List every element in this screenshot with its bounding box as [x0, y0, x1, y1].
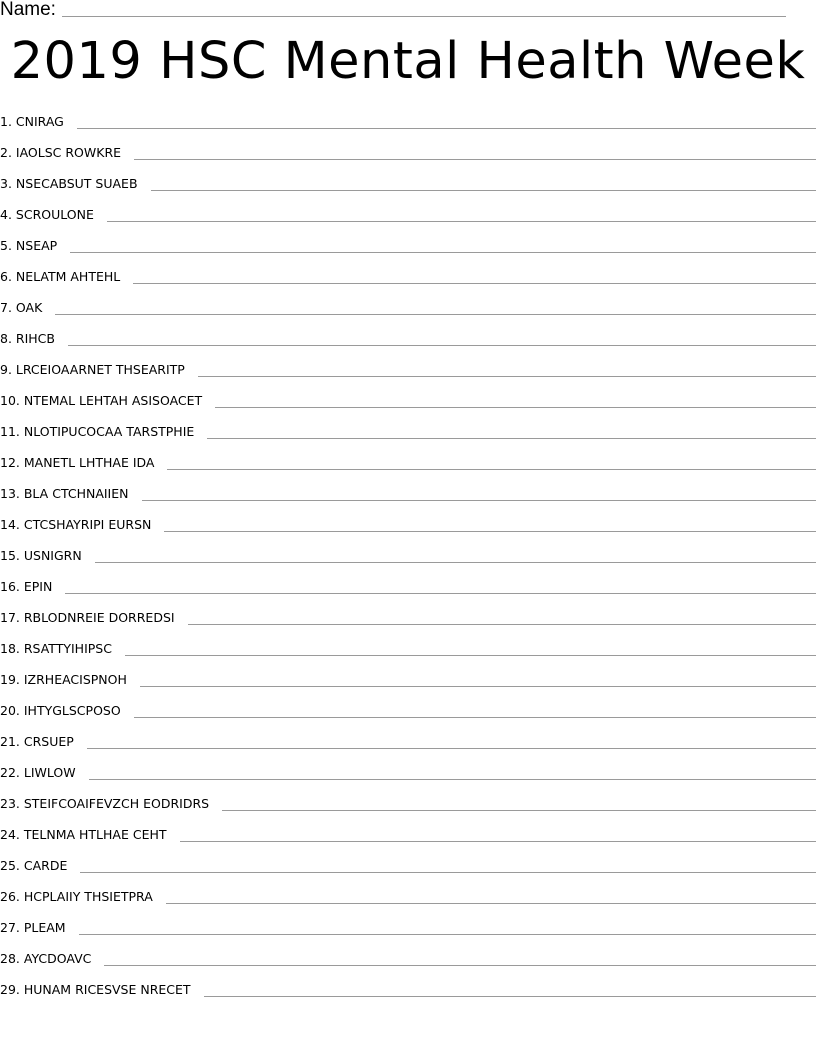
answer-line[interactable] [134, 159, 816, 160]
item-number: 24 . [0, 827, 24, 842]
item-number: 12 . [0, 455, 24, 470]
item-number: 7 . [0, 300, 16, 315]
list-item [0, 918, 816, 949]
list-item [0, 453, 816, 484]
answer-line[interactable] [65, 593, 816, 594]
item-label [0, 329, 55, 348]
item-number: 22 . [0, 765, 24, 780]
scrambled-word: LIWLOW [23, 765, 76, 780]
item-number: 5 . [0, 238, 16, 253]
item-label [0, 732, 74, 751]
item-label [0, 298, 42, 317]
scrambled-word: EPIN [23, 579, 53, 594]
list-item [0, 174, 816, 205]
scrambled-word: IHTYGLSCPOSO [23, 703, 121, 718]
item-number: 29 . [0, 982, 24, 997]
list-item [0, 794, 816, 825]
scrambled-word: CTCSHAYRIPI EURSN [23, 517, 152, 532]
item-label [0, 236, 57, 255]
item-number: 27 . [0, 920, 24, 935]
answer-line[interactable] [167, 469, 816, 470]
item-label [0, 143, 121, 162]
name-label: Name: [0, 0, 56, 20]
scrambled-word: RIHCB [15, 331, 55, 346]
scrambled-word: BLA CTCHNAIIEN [23, 486, 129, 501]
list-item [0, 980, 816, 1011]
scrambled-word: OAK [15, 300, 43, 315]
answer-line[interactable] [89, 779, 816, 780]
answer-line[interactable] [140, 686, 816, 687]
item-number: 21 . [0, 734, 24, 749]
item-number: 28 . [0, 951, 24, 966]
answer-line[interactable] [166, 903, 816, 904]
list-item [0, 205, 816, 236]
item-number: 2 . [0, 145, 16, 160]
item-label [0, 825, 167, 844]
item-label [0, 794, 209, 813]
answer-line[interactable] [68, 345, 816, 346]
item-number: 10 . [0, 393, 24, 408]
item-label [0, 205, 94, 224]
item-number: 13 . [0, 486, 24, 501]
scrambled-word: NLOTIPUCOCAA TARSTPHIE [23, 424, 195, 439]
list-item [0, 856, 816, 887]
item-label [0, 918, 66, 937]
answer-line[interactable] [70, 252, 816, 253]
answer-line[interactable] [222, 810, 816, 811]
list-item [0, 763, 816, 794]
list-item [0, 701, 816, 732]
answer-line[interactable] [142, 500, 816, 501]
scrambled-word: CNIRAG [15, 114, 64, 129]
answer-line[interactable] [207, 438, 816, 439]
list-item [0, 732, 816, 763]
scrambled-word: IZRHEACISPNOH [23, 672, 127, 687]
item-number: 17 . [0, 610, 24, 625]
item-label [0, 701, 121, 720]
item-label [0, 360, 185, 379]
answer-line[interactable] [180, 841, 816, 842]
list-item [0, 670, 816, 701]
scrambled-word: RSATTYIHIPSC [23, 641, 112, 656]
item-label [0, 887, 153, 906]
scrambled-word: LRCEIOAARNET THSEARITP [15, 362, 185, 377]
list-item [0, 949, 816, 980]
scrambled-word: NSECABSUT SUAEB [15, 176, 138, 191]
answer-line[interactable] [55, 314, 816, 315]
answer-line[interactable] [164, 531, 816, 532]
answer-line[interactable] [79, 934, 816, 935]
list-item [0, 887, 816, 918]
scrambled-word: MANETL LHTHAE IDA [23, 455, 155, 470]
item-label [0, 484, 129, 503]
answer-line[interactable] [188, 624, 816, 625]
answer-line[interactable] [125, 655, 816, 656]
item-label [0, 453, 154, 472]
scrambled-word: HCPLAIIY THSIETPRA [23, 889, 153, 904]
item-label [0, 391, 202, 410]
answer-line[interactable] [107, 221, 816, 222]
item-label [0, 546, 82, 565]
item-number: 15 . [0, 548, 24, 563]
scrambled-word: CARDE [23, 858, 68, 873]
item-label [0, 949, 91, 968]
answer-line[interactable] [204, 996, 816, 997]
item-label [0, 608, 175, 627]
item-label [0, 670, 127, 689]
item-number: 9 . [0, 362, 16, 377]
answer-line[interactable] [77, 128, 816, 129]
list-item [0, 143, 816, 174]
item-number: 6 . [0, 269, 16, 284]
scrambled-word: HUNAM RICESVSE NRECET [23, 982, 191, 997]
item-number: 11 . [0, 424, 24, 439]
item-number: 23 . [0, 796, 24, 811]
list-item [0, 608, 816, 639]
item-label [0, 112, 64, 131]
scrambled-word: RBLODNREIE DORREDSI [23, 610, 175, 625]
list-item [0, 236, 816, 267]
scrambled-word: CRSUEP [23, 734, 74, 749]
scrambled-word: USNIGRN [23, 548, 82, 563]
item-label [0, 577, 52, 596]
scrambled-word: SCROULONE [15, 207, 94, 222]
scrambled-word: PLEAM [23, 920, 66, 935]
list-item [0, 391, 816, 422]
answer-line[interactable] [133, 283, 816, 284]
item-label [0, 856, 67, 875]
scrambled-word: TELNMA HTLHAE CEHT [23, 827, 167, 842]
answer-line[interactable] [95, 562, 816, 563]
item-number: 20 . [0, 703, 24, 718]
item-label [0, 639, 112, 658]
item-label [0, 174, 138, 193]
name-answer-line[interactable] [62, 16, 786, 17]
answer-line[interactable] [134, 717, 816, 718]
item-label [0, 515, 151, 534]
item-number: 16 . [0, 579, 24, 594]
item-number: 18 . [0, 641, 24, 656]
item-number: 25 . [0, 858, 24, 873]
answer-line[interactable] [104, 965, 816, 966]
answer-line[interactable] [151, 190, 816, 191]
list-item [0, 298, 816, 329]
item-label [0, 422, 194, 441]
scrambled-word: NELATM AHTEHL [15, 269, 121, 284]
list-item [0, 546, 816, 577]
scrambled-word: STEIFCOAIFEVZCH EODRIDRS [23, 796, 210, 811]
item-number: 1 . [0, 114, 16, 129]
scrambled-word: IAOLSC ROWKRE [15, 145, 122, 160]
answer-line[interactable] [80, 872, 816, 873]
list-item [0, 360, 816, 391]
scrambled-word: AYCDOAVC [23, 951, 92, 966]
list-item [0, 422, 816, 453]
page-title: 2019 HSC Mental Health Week [10, 32, 806, 91]
item-label [0, 267, 120, 286]
item-label [0, 763, 76, 782]
item-number: 26 . [0, 889, 24, 904]
item-number: 14 . [0, 517, 24, 532]
item-number: 4 . [0, 207, 16, 222]
list-item [0, 639, 816, 670]
list-item [0, 484, 816, 515]
item-number: 3 . [0, 176, 16, 191]
answer-line[interactable] [87, 748, 816, 749]
word-scramble-list [0, 112, 816, 1011]
answer-line[interactable] [215, 407, 816, 408]
list-item [0, 329, 816, 360]
list-item [0, 825, 816, 856]
list-item [0, 515, 816, 546]
list-item [0, 577, 816, 608]
list-item [0, 267, 816, 298]
scrambled-word: NTEMAL LEHTAH ASISOACET [23, 393, 203, 408]
list-item [0, 112, 816, 143]
item-label [0, 980, 191, 999]
name-row [0, 0, 786, 22]
answer-line[interactable] [198, 376, 816, 377]
item-number: 19 . [0, 672, 24, 687]
scrambled-word: NSEAP [15, 238, 58, 253]
item-number: 8 . [0, 331, 16, 346]
